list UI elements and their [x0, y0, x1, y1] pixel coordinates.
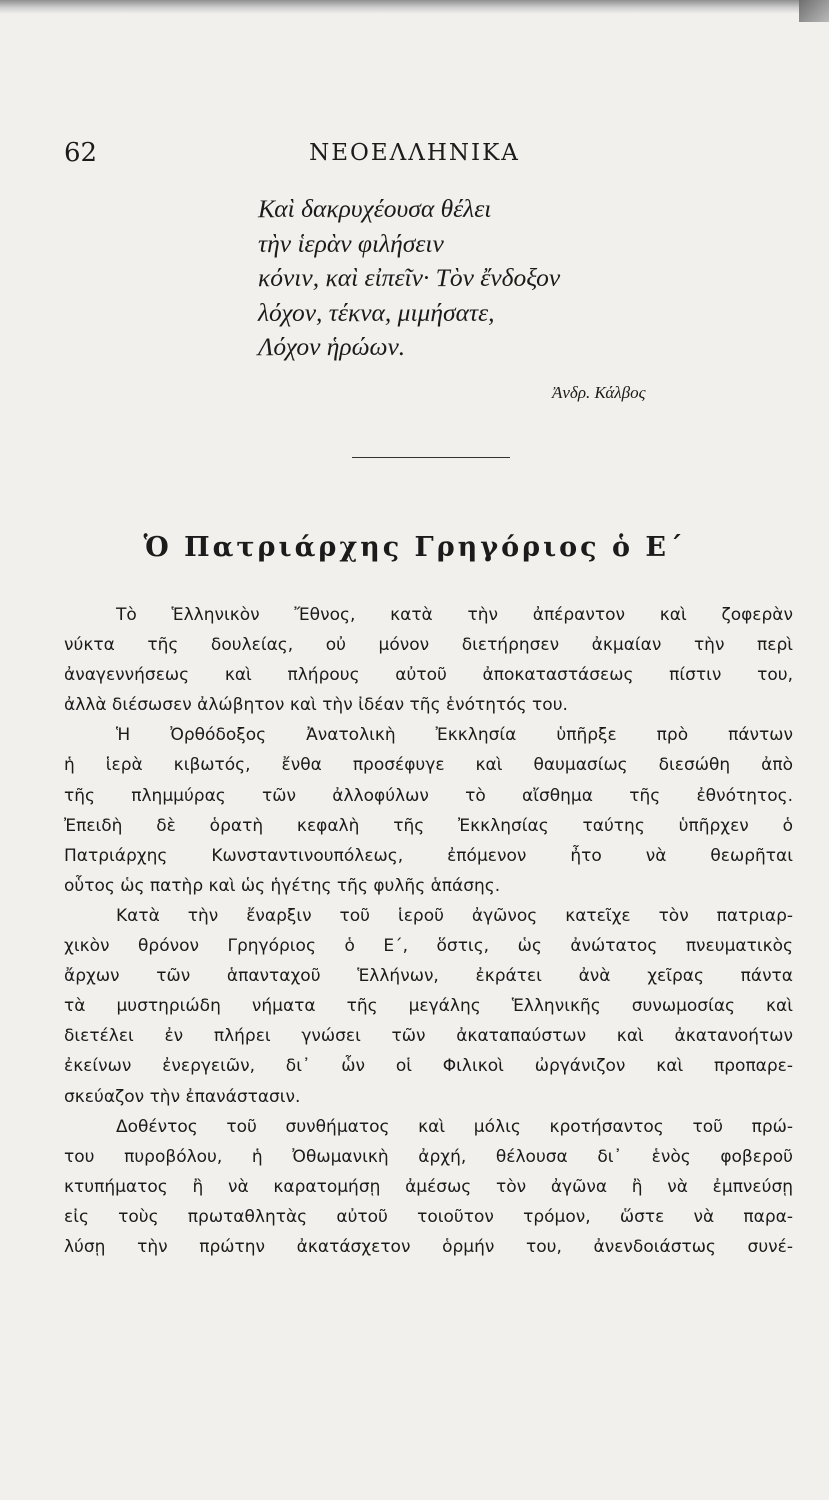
- text-line: χικὸν θρόνον Γρηγόριος ὁ Ε΄, ὅστις, ὡς ἀνώτατος πνευματικὸς: [64, 936, 793, 957]
- body-text: [64, 600, 793, 1262]
- text-line: κτυπήματος ἢ νὰ καρατομήσῃ ἀμέσως τὸν ἀγῶνα ἢ νὰ ἐμπνεύσῃ: [64, 1176, 793, 1197]
- poem-line: Καὶ δακρυχέουσα θέλει: [258, 194, 492, 223]
- text-line: νύκτα τῆς δουλείας, οὐ μόνον διετήρησεν ἀκμαίαν τὴν περὶ: [64, 635, 793, 656]
- poem-attribution: Ἀνδρ. Κάλβος: [552, 383, 646, 402]
- page-corner-shadow: [799, 0, 829, 22]
- page-top-edge: [0, 0, 829, 14]
- section-heading: Ὁ Πατριάρχης Γρηγόριος ὁ Ε΄: [143, 532, 686, 563]
- text-line: τὰ μυστηριώδη νήματα τῆς μεγάλης Ἑλληνικῆς συνωμοσίας καὶ: [64, 996, 793, 1017]
- text-line: ἀλλὰ διέσωσεν ἀλώβητον καὶ τὴν ἰδέαν τῆς ἑνότητός του.: [64, 695, 568, 716]
- text-line: εἰς τοὺς πρωταθλητὰς αὐτοῦ τοιοῦτον τρόμον, ὥστε νὰ παρα-: [64, 1206, 793, 1227]
- poem-line: Λόχον ἡρώων.: [258, 332, 406, 361]
- text-line: οὗτος ὡς πατὴρ καὶ ὡς ἡγέτης τῆς φυλῆς ἁπάσης.: [64, 875, 501, 896]
- poem-line: λόχον, τέκνα, μιμήσατε,: [258, 297, 495, 327]
- section-divider: [352, 457, 510, 458]
- text-line: ἡ ἱερὰ κιβωτός, ἔνθα προσέφυγε καὶ θαυμασίως διεσώθη ἀπὸ: [64, 755, 793, 776]
- running-head: [0, 138, 829, 178]
- text-line: Ἐπειδὴ δὲ ὁρατὴ κεφαλὴ τῆς Ἐκκλησίας ταύτης ὑπῆρχεν ὁ: [64, 815, 793, 836]
- text-line: ἄρχων τῶν ἁπανταχοῦ Ἑλλήνων, ἐκράτει ἀνὰ χεῖρας πάντα: [64, 966, 793, 987]
- text-line: τῆς πλημμύρας τῶν ἀλλοφύλων τὸ αἴσθημα τῆς ἐθνότητος.: [64, 785, 793, 806]
- text-line: Πατριάρχης Κωνσταντινουπόλεως, ἐπόμενον ἦτο νὰ θεωρῆται: [64, 845, 793, 866]
- text-line: ἐκείνων ἐνεργειῶν, δι᾿ ὧν οἱ Φιλικοὶ ὠργάνιζον καὶ προπαρε-: [64, 1056, 793, 1077]
- text-line: σκεύαζον τὴν ἐπανάστασιν.: [64, 1086, 301, 1107]
- text-line: διετέλει ἐν πλήρει γνώσει τῶν ἀκαταπαύστων καὶ ἀκατανοήτων: [64, 1026, 793, 1047]
- page-number: 62: [64, 138, 98, 168]
- text-line: του πυροβόλου, ἡ Ὀθωμανικὴ ἀρχή, θέλουσα δι᾿ ἑνὸς φοβεροῦ: [64, 1146, 793, 1167]
- running-title: ΝΕΟΕΛΛΗΝΙΚΑ: [309, 140, 520, 166]
- poem-line: τὴν ἱερὰν φιλήσειν: [258, 228, 444, 258]
- text-line: Κατὰ τὴν ἔναρξιν τοῦ ἱεροῦ ἀγῶνος κατεῖχε τὸν πατριαρ-: [116, 905, 793, 926]
- poem-epigraph: [258, 192, 560, 365]
- text-line: λύσῃ τὴν πρώτην ἀκατάσχετον ὁρμήν του, ἀνενδοιάστως συνέ-: [64, 1236, 793, 1257]
- poem-line: κόνιν, καὶ εἰπεῖν· Τὸν ἔνδοξον: [258, 263, 561, 292]
- text-line: ἀναγεννήσεως καὶ πλήρους αὐτοῦ ἀποκαταστάσεως πίστιν του,: [64, 665, 793, 686]
- text-line: Τὸ Ἑλληνικὸν Ἔθνος, κατὰ τὴν ἀπέραντον καὶ ζοφερὰν: [116, 605, 793, 625]
- text-line: Ἡ Ὀρθόδοξος Ἀνατολικὴ Ἐκκλησία ὑπῆρξε πρὸ πάντων: [116, 725, 793, 746]
- text-line: Δοθέντος τοῦ συνθήματος καὶ μόλις κροτήσαντος τοῦ πρώ-: [116, 1116, 793, 1137]
